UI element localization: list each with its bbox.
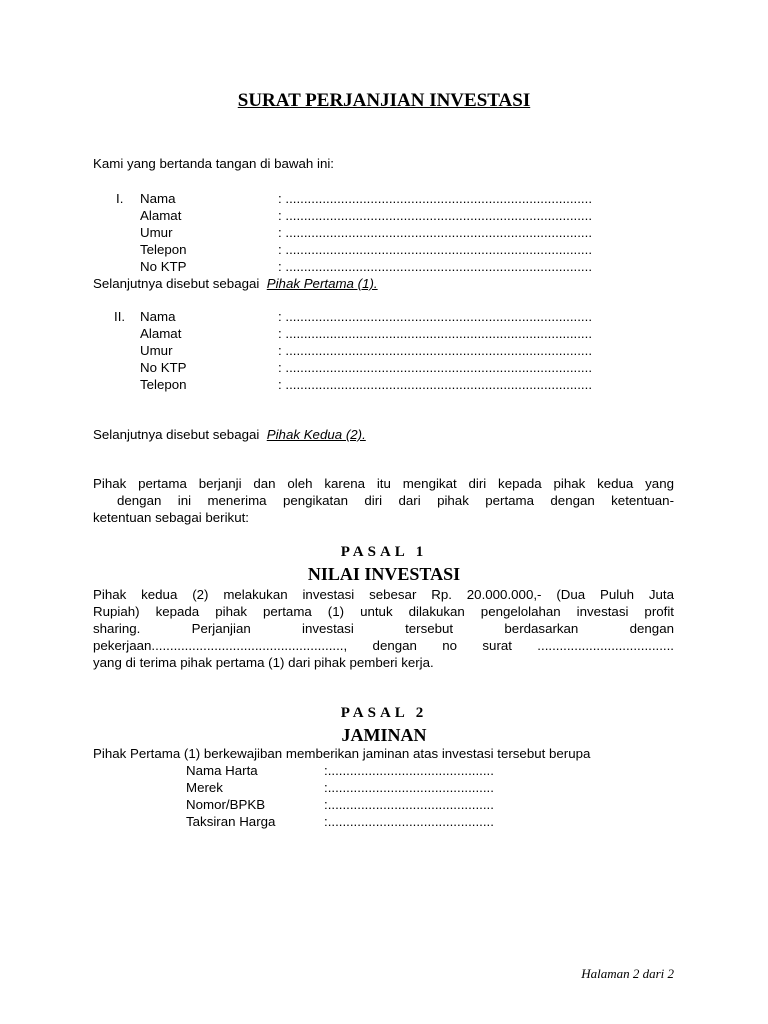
party2-referred [93, 428, 366, 441]
party1-field-value: : ................................................................................... [278, 225, 593, 240]
pasal2-field-label: Nama Harta [186, 763, 258, 778]
paragraph-line: sharing. Perjanjian investasi tersebut berdasarkan dengan [93, 621, 674, 636]
party1-field-value: : ................................................................................... [278, 208, 593, 223]
agreement-paragraph [93, 475, 674, 526]
party1-field-value: : ................................................................................... [278, 242, 593, 257]
pasal1-paragraph [93, 586, 674, 671]
pasal2-intro: Pihak Pertama (1) berkewajiban memberikan jaminan atas investasi tersebut berupa [93, 746, 591, 761]
party2-field-value: : ................................................................................... [278, 343, 593, 358]
paragraph-line: ketentuan sebagai berikut: [93, 510, 249, 525]
pasal2-field-value: :............................................. [324, 780, 494, 795]
party2-field-label: Nama [140, 309, 176, 324]
party2-field-value: : ................................................................................... [278, 377, 593, 392]
paragraph-line: Pihak kedua (2) melakukan investasi sebesar Rp. 20.000.000,- (Dua Puluh Juta [93, 587, 674, 602]
party1-referred [93, 277, 378, 290]
party1-field-value: : ................................................................................... [278, 191, 593, 206]
paragraph-line: yang di terima pihak pertama (1) dari pihak pemberi kerja. [93, 655, 434, 670]
pasal2-field-label: Nomor/BPKB [186, 797, 266, 812]
party2-field-value: : ................................................................................... [278, 326, 593, 341]
paragraph-line: Rupiah) kepada pihak pertama (1) untuk dilakukan pengelolahan investasi profit [93, 604, 674, 619]
pasal1-subheading: NILAI INVESTASI [307, 564, 461, 584]
party2-referred-prefix: Selanjutnya disebut sebagai [93, 427, 260, 442]
pasal2-heading: PASAL 2 [340, 705, 428, 721]
party2-field-label: Alamat [140, 326, 182, 341]
party1-numeral: I. [116, 191, 124, 206]
paragraph-line: pekerjaan...................................................., dengan no surat ..................................... [93, 638, 674, 653]
party2-field-value: : ................................................................................... [278, 360, 593, 375]
party1-referred-name: Pihak Pertama (1). [266, 276, 378, 291]
paragraph-line: Pihak pertama berjanji dan oleh karena itu mengikat diri kepada pihak kedua yang [93, 476, 674, 491]
page-number: Halaman 2 dari 2 [581, 966, 674, 981]
party1-field-value: : ................................................................................... [278, 259, 593, 274]
party2-field-label: Telepon [140, 377, 187, 392]
pasal2-field-label: Taksiran Harga [186, 814, 276, 829]
pasal2-field-value: :............................................. [324, 797, 494, 812]
pasal1-heading: PASAL 1 [340, 544, 428, 560]
party2-field-label: No KTP [140, 360, 187, 375]
party2-numeral: II. [114, 309, 126, 324]
paragraph-line: dengan ini menerima pengikatan diri dari pihak pertama dengan ketentuan- [117, 493, 674, 508]
party1-field-label: Nama [140, 191, 176, 206]
intro-text: Kami yang bertanda tangan di bawah ini: [93, 156, 334, 171]
party1-field-label: Alamat [140, 208, 182, 223]
party2-referred-name: Pihak Kedua (2). [266, 427, 366, 442]
pasal2-field-value: :............................................. [324, 814, 494, 829]
party2-field-value: : ................................................................................... [278, 309, 593, 324]
party1-referred-prefix: Selanjutnya disebut sebagai [93, 276, 260, 291]
document-title: SURAT PERJANJIAN INVESTASI [237, 90, 531, 111]
pasal2-field-value: :............................................. [324, 763, 494, 778]
party1-field-label: Telepon [140, 242, 187, 257]
party1-field-label: Umur [140, 225, 173, 240]
party1-field-label: No KTP [140, 259, 187, 274]
pasal2-subheading: JAMINAN [341, 725, 427, 745]
pasal2-field-label: Merek [186, 780, 223, 795]
party2-field-label: Umur [140, 343, 173, 358]
